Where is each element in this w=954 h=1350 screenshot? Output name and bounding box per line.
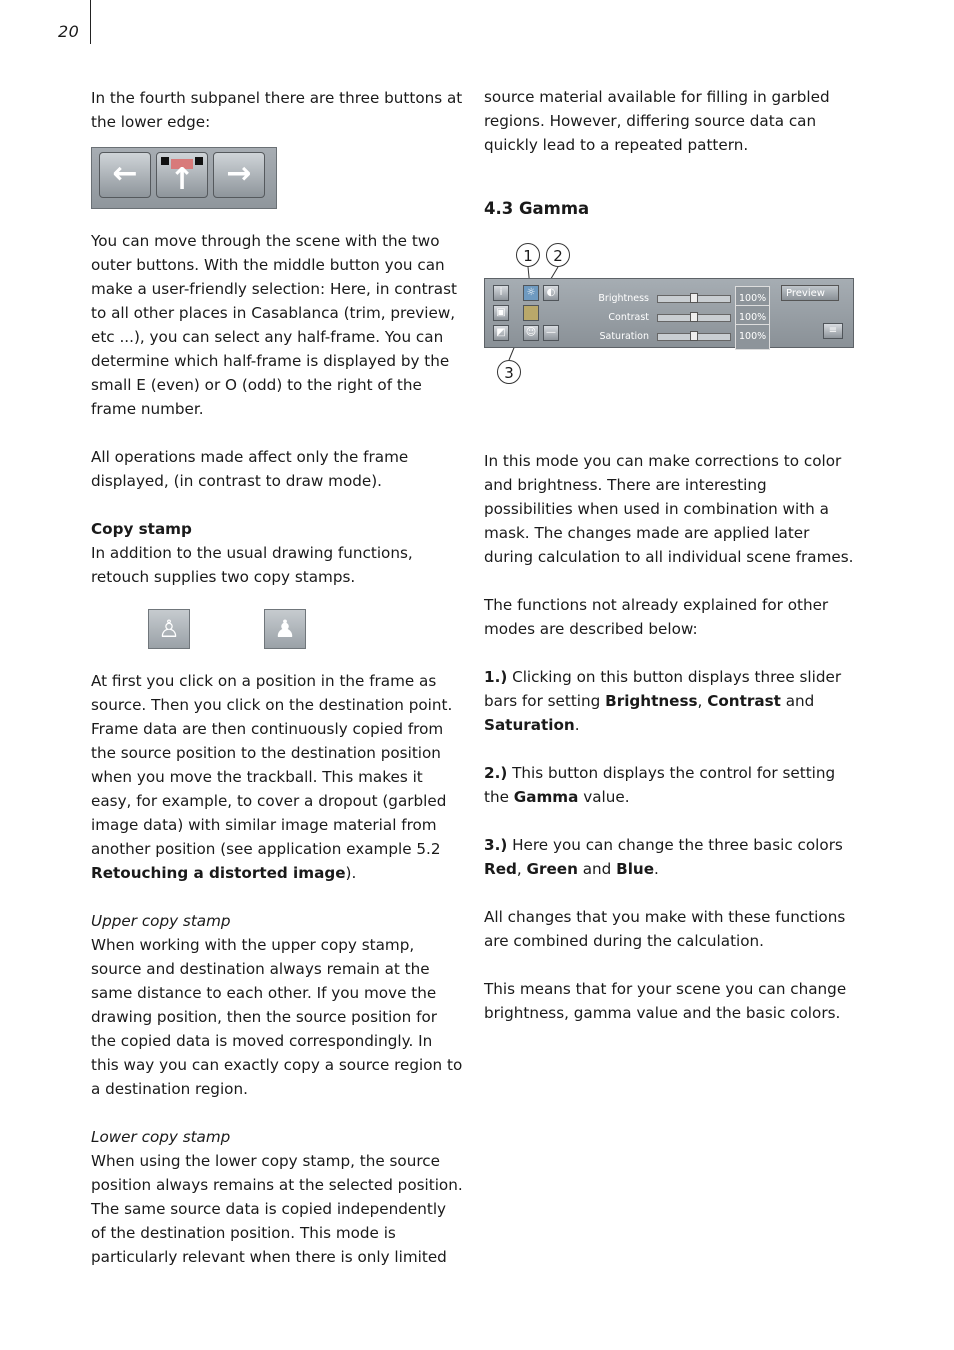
continued-paragraph: source material available for filling in garbled regions. However, differing source data can quickly lead to a repeated pattern.	[484, 88, 830, 154]
info-icon: i	[493, 285, 509, 301]
arrow-right-icon: →	[213, 152, 265, 198]
lower-copy-stamp-text: When using the lower copy stamp, the source position always remains at the selected position. The same source data is copied independently of the destination position. This mode is particularly relevant when there is only limited	[91, 1152, 463, 1266]
section-heading: 4.3 Gamma	[484, 199, 590, 218]
callout-1: 1	[516, 243, 540, 267]
gamma-panel-figure	[484, 243, 856, 411]
functions-paragraph: The functions not already explained for other modes are described below:	[484, 596, 829, 638]
color-icon	[523, 305, 539, 321]
settings-icon: ≡	[823, 323, 843, 339]
means-paragraph: This means that for your scene you can change brightness, gamma value and the basic colors.	[484, 980, 847, 1022]
brightness-icon: ☼	[523, 285, 539, 301]
left-column	[91, 86, 463, 1269]
combined-paragraph: All changes that you make with these functions are combined during the calculation.	[484, 908, 846, 950]
brightness-label: Brightness	[598, 293, 649, 304]
callout-3: 3	[497, 360, 521, 384]
minus-icon: —	[543, 325, 559, 341]
copy-stamp-text: In addition to the usual drawing functions, retouch supplies two copy stamps.	[91, 544, 413, 586]
contrast-label: Contrast	[608, 312, 649, 323]
move-paragraph: You can move through the scene with the two outer buttons. With the middle button you can make a user-friendly selection: Here, in contrast to all other places in Casablanca (trim, preview, etc ...), you can select any half-frame. You can determine which half-frame is displayed by the small E (even) or O (odd) to the right of the frame number.	[91, 232, 457, 418]
mode-paragraph: In this mode you can make corrections to color and brightness. There are interesting possibilities when used in combination with a mask. The changes made are applied later during calculation to all individual scene frames.	[484, 452, 854, 566]
upper-copy-stamp-icon: ♙	[148, 609, 190, 649]
corner-square	[195, 157, 203, 165]
item-2: 2.) This button displays the control for setting the Gamma value.	[484, 764, 836, 806]
page-number: 20	[58, 22, 80, 41]
arrow-up-icon: ↑	[169, 162, 195, 197]
intro-paragraph: In the fourth subpanel there are three buttons at the lower edge:	[91, 89, 463, 131]
gamma-icon: ◐	[543, 285, 559, 301]
contrast-slider	[595, 305, 770, 323]
brightness-value: 100%	[735, 286, 770, 312]
saturation-knob	[690, 331, 698, 341]
contrast-knob	[690, 312, 698, 322]
callout-2: 2	[546, 243, 570, 267]
contrast-value: 100%	[735, 305, 770, 331]
upper-copy-stamp-text: When working with the upper copy stamp, source and destination always remain at the same distance to each other. If you move the drawing position, then the source position for the copied data is moved correspondingly. In this way you can exactly copy a source region to a destination region.	[91, 936, 463, 1098]
operations-paragraph: All operations made affect only the frame displayed, (in contrast to draw mode).	[91, 448, 409, 490]
click-paragraph: At first you click on a position in the frame as source. Then you click on the destination point. Frame data are then continuously copied from the source position to the destination position when you move the trackball. This makes it easy, for example, to cover a dropout (garbled image data) with similar image material from another position (see application example 5.2 Retouching a distorted image).	[91, 672, 453, 882]
saturation-slider	[595, 324, 770, 342]
lower-copy-stamp-icon: ♟	[264, 609, 306, 649]
copy-stamp-icons	[91, 609, 463, 649]
copy-stamp-heading: Copy stamp	[91, 520, 192, 538]
example-reference: Retouching a distorted image	[91, 864, 346, 882]
arrow-left-icon: ←	[99, 152, 151, 198]
gamma-panel	[484, 278, 854, 348]
item-1: 1.) Clicking on this button displays three slider bars for setting Brightness, Contrast and Saturation.	[484, 668, 842, 734]
preview-button: Preview	[781, 285, 839, 301]
mask-icon: ◩	[493, 325, 509, 341]
lower-copy-stamp-heading: Lower copy stamp	[91, 1128, 231, 1146]
brightness-knob	[690, 293, 698, 303]
saturation-value: 100%	[735, 324, 770, 350]
subpanel-nav-buttons-image	[91, 147, 277, 209]
page-number-rule	[90, 0, 91, 44]
corner-square	[161, 157, 169, 165]
frame-icon: ▣	[493, 305, 509, 321]
brightness-slider	[595, 286, 770, 304]
upper-copy-stamp-heading: Upper copy stamp	[91, 912, 231, 930]
item-3: 3.) Here you can change the three basic colors Red, Green and Blue.	[484, 836, 843, 878]
effects-icon: ☺	[523, 325, 539, 341]
half-frame-select-icon	[156, 152, 208, 198]
right-column	[484, 85, 856, 1025]
saturation-label: Saturation	[599, 331, 649, 342]
